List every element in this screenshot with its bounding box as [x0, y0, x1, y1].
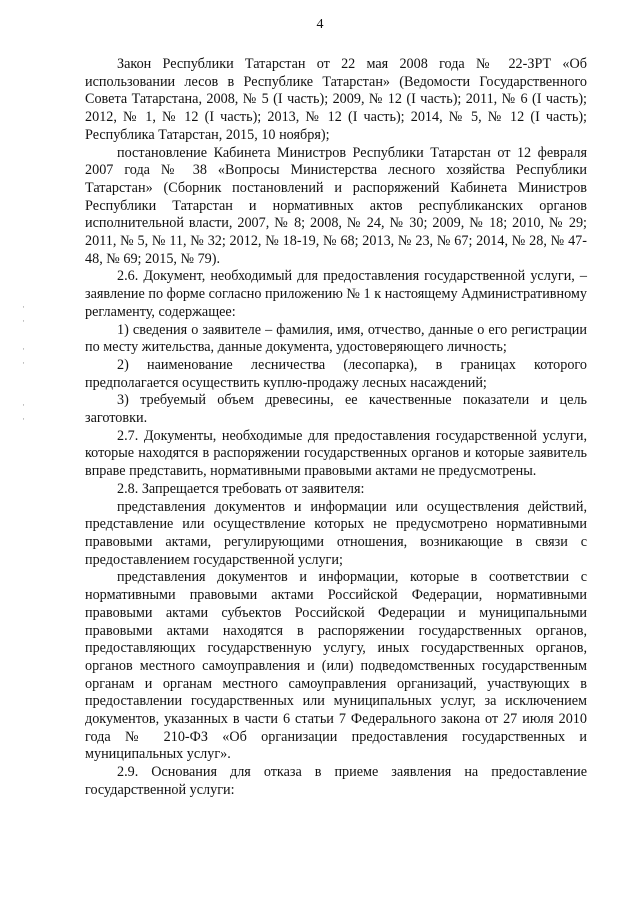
paragraph-cabinet-resolution: постановление Кабинета Министров Республики Татарстан от 12 февраля 2007 года № 38 «Вопросы Министерства лесного хозяйства Республики Татарстан» (Сборник постановлений и распоряжений Кабинета Министров Республики Татарстан и нормативных актов республиканских органов исполнительной власти, 2007, № 8; 2008, № 24, № 30; 2009, № 18; 2010, № 29; 2011, № 5, № 11, № 32; 2012, № 18-19, № 68; 2013, № 23, № 67; 2014, № 28, № 47-48, № 69; 2015, № 79). [85, 144, 587, 267]
page-number: 4 [316, 17, 324, 32]
document-body [85, 56, 587, 800]
paragraph-2-7: 2.7. Документы, необходимые для предоставления государственной услуги, которые находятся в распоряжении государственных органов и которые заявитель вправе представить, нормативными правовыми актами не предусмотрены. [85, 427, 587, 480]
paragraph-law-tatarstan: Закон Республики Татарстан от 22 мая 2008 года № 22-ЗРТ «Об использовании лесов в Республике Татарстан» (Ведомости Государственного Совета Татарстана, 2008, № 5 (I часть); 2009, № 12 (I часть); 2011, № 6 (I часть); 2012, № 1, № 12 (I часть); 2013, № 12 (I часть); 2014, № 5, № 12 (I часть); Республика Татарстан, 2015, 10 ноября); [85, 56, 587, 143]
list-item-2: 2) наименование лесничества (лесопарка), в границах которого предполагается осуществить куплю-продажу лесных насаждений; [85, 356, 587, 391]
list-item-3: 3) требуемый объем древесины, ее качественные показатели и цель заготовки. [85, 392, 587, 427]
paragraph-2-6: 2.6. Документ, необходимый для предоставления государственной услуги, – заявление по форме согласно приложению № 1 к настоящему Административному регламенту, содержащее: [85, 268, 587, 320]
scan-margin-marks: · · · · · · [22, 302, 25, 424]
paragraph-2-8-item-2: представления документов и информации, которые в соответствии с нормативными правовыми актами Российской Федерации, нормативными правовыми актами субъектов Российской Федерации и муниципальными правовыми актами находятся в распоряжении государственных органов, предоставляющих государственную услугу, иных государственных органов, органов местного самоуправления и (или) подведомственных государственным органам и органам местного самоуправления организаций, участвующих в предоставлении государственных или муниципальных услуг, за исключением документов, указанных в части 6 статьи 7 Федерального закона от 27 июля 2010 года № 210-ФЗ «Об организации предоставления государственных и муниципальных услуг». [85, 569, 587, 763]
list-item-1: 1) сведения о заявителе – фамилия, имя, отчество, данные о его регистрации по месту жительства, данные документа, удостоверяющего личность; [85, 321, 587, 356]
paragraph-2-8: 2.8. Запрещается требовать от заявителя: [117, 480, 365, 497]
paragraph-2-9: 2.9. Основания для отказа в приеме заявления на предоставление государственной услуги: [85, 764, 587, 798]
paragraph-2-8-item-1: представления документов и информации или осуществления действий, представление или осуществление которых не предусмотрено нормативными правовыми актами, регулирующими отношения, возникающие в связи с предоставлением государственной услуги; [85, 498, 587, 568]
